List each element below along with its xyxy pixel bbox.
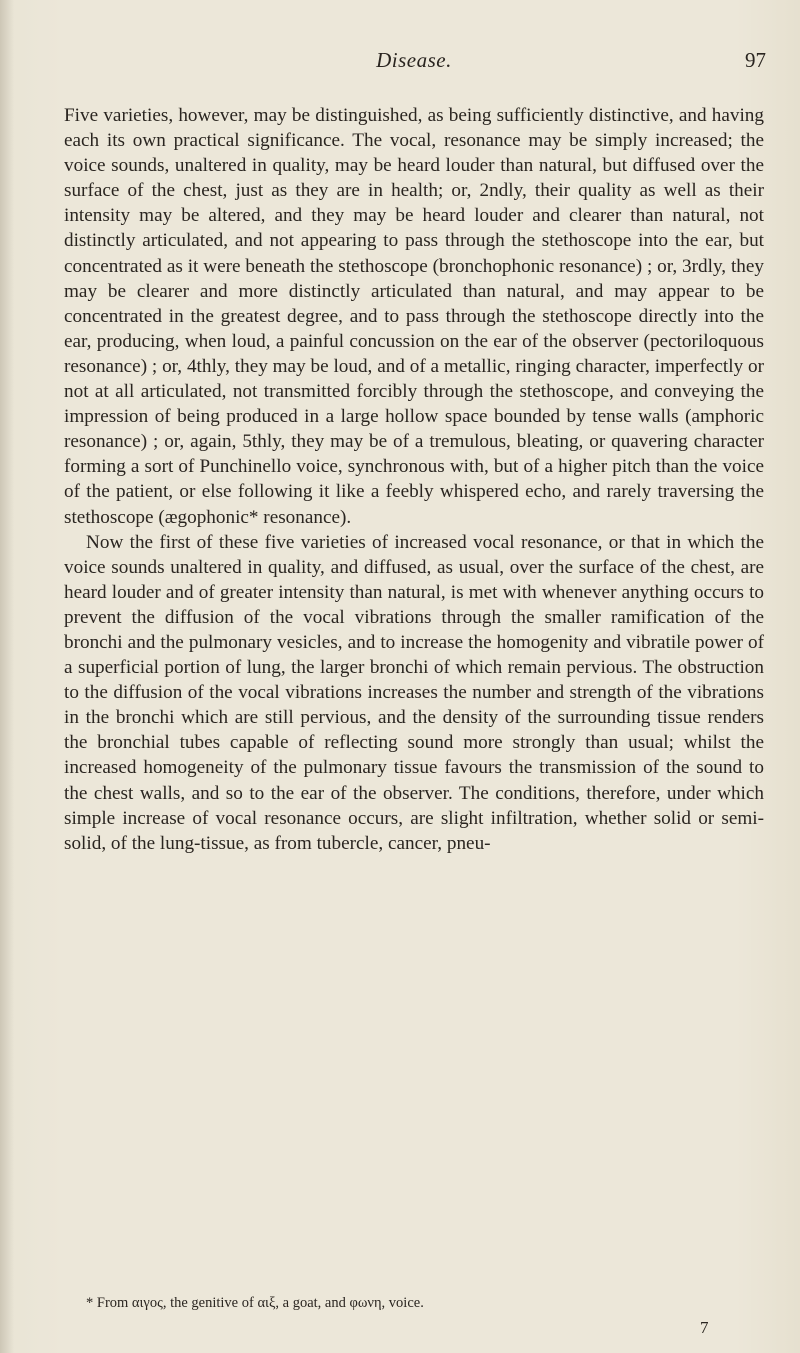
page-number: 97 <box>745 48 766 72</box>
paragraph: Now the first of these five varieties of increased vocal resonance, or that in which the voice sounds unaltered in quality, and diffused, as usual, over the surface of the chest, are heard louder and of greater intensity than natural, is met with whenever anything occurs to prevent the diffusion of the vocal vibrations through the smaller ramification of the bronchi and the pulmonary vesicles, and to increase the homogenity and vibratile power of a superficial portion of lung, the larger bronchi of which remain pervious. The obstruction to the diffusion of the vocal vibrations increases the number and strength of the vibrations in the bronchi which are still pervious, and the density of the surrounding tissue renders the bronchial tubes capable of reflecting sound more strongly than usual; whilst the increased homogeneity of the pulmonary tissue favours the transmission of the sound to the chest walls, and so to the ear of the observer. The conditions, therefore, under which simple increase of vocal resonance occurs, are slight infiltration, whether solid or semi-solid, of the lung-tissue, as from tubercle, cancer, pneu- <box>64 531 764 854</box>
running-head: Disease. <box>376 48 452 72</box>
page-header <box>62 48 766 84</box>
page-edge-shadow <box>0 0 14 1353</box>
paragraph: Five varieties, however, may be distinguished, as being sufficiently distinctive, and having each its own practical significance. The vocal, resonance may be simply increased; the voice sounds, unaltered in quality, may be heard louder than natural, but diffused over the surface of the chest, just as they are in health; or, 2ndly, their quality as well as their intensity may be altered, and they may be heard louder and clearer than natural, not distinctly articulated, and not appearing to pass through the stethoscope into the ear, but concentrated as it were beneath the stethoscope (bronchophonic resonance) ; or, 3rdly, they may be clearer and more distinctly articulated than natural, and may appear to be concentrated in the greatest degree, and to pass through the stethoscope directly into the ear, producing, when loud, a painful concussion on the ear of the observer (pectoriloquous resonance) ; or, 4thly, they may be loud, and of a metallic, ringing character, imperfectly or not at all articulated, not transmitted forcibly through the stethoscope, and conveying the impression of being produced in a large hollow space bounded by tense walls (amphoric resonance) ; or, again, 5thly, they may be of a tremulous, bleating, or quavering character forming a sort of Punchinello voice, synchronous with, but of a higher pitch than the voice of the patient, or else following it like a feebly whispered echo, and rarely traversing the stethoscope (ægophonic* resonance). <box>64 105 764 528</box>
body-text <box>64 103 764 856</box>
footnote: * From αιγος, the genitive of αιξ, a goat, and φωνη, voice. <box>86 1295 424 1311</box>
signature-mark: 7 <box>700 1318 709 1337</box>
